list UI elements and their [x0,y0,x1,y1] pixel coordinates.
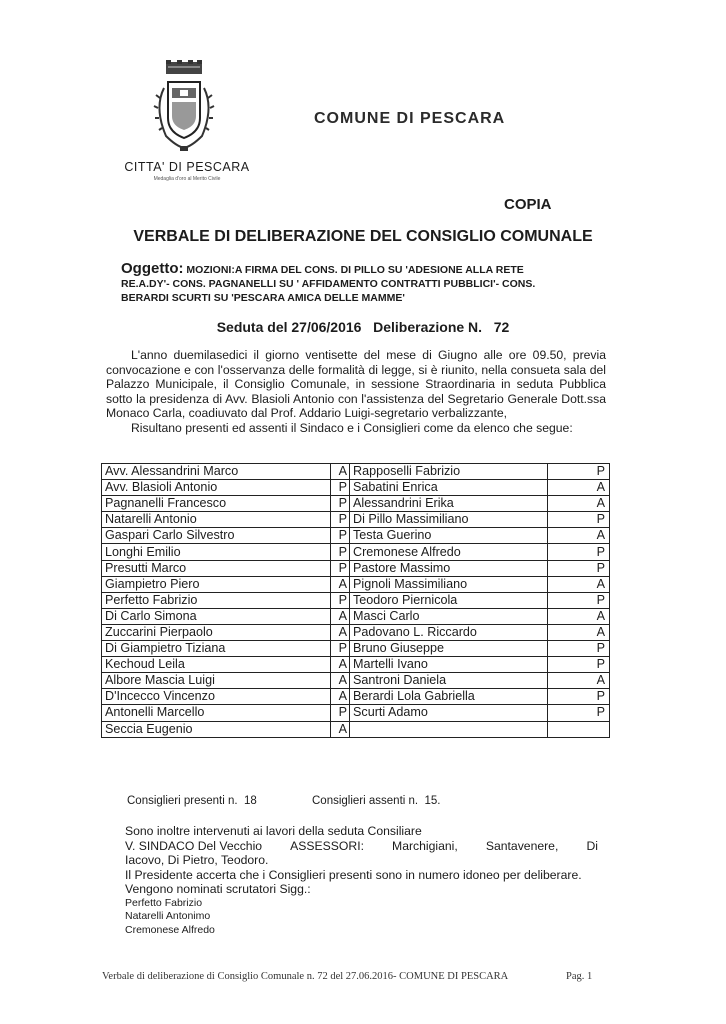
councillor-name: D'Incecco Vincenzo [102,689,331,705]
councillor-name: Antonelli Marcello [102,705,331,721]
attendance-status: P [331,512,350,528]
comune-heading: COMUNE DI PESCARA [314,110,506,127]
councillor-name: Seccia Eugenio [102,721,331,737]
attendance-status: P [548,512,610,528]
table-row [102,641,610,657]
attendance-table [101,463,610,738]
attendance-status: A [331,657,350,673]
table-row [102,657,610,673]
councillor-name: Natarelli Antonio [102,512,331,528]
councillor-name: Pagnanelli Francesco [102,496,331,512]
assenti-count: Consiglieri assenti n. 15. [312,795,441,807]
councillor-name: Di Carlo Simona [102,608,331,624]
attendance-status: P [548,464,610,480]
attendance-status: A [548,576,610,592]
attendance-status: P [331,560,350,576]
oggetto-line: BERARDI SCURTI SU 'PESCARA AMICA DELLE MAMME' [121,292,405,304]
presidente-line: Il Presidente accerta che i Consiglieri presenti sono in numero idoneo per deliberare. [125,867,582,882]
attendance-status: P [331,480,350,496]
scrutatore: Cremonese Alfredo [125,923,215,936]
table-row [102,464,610,480]
councillor-name: Perfetto Fabrizio [102,592,331,608]
councillor-name [350,721,548,737]
attendance-status: P [548,544,610,560]
later-block [125,824,598,937]
copia-label: COPIA [504,196,552,213]
attendance-status: A [548,480,610,496]
councillor-name: Masci Carlo [350,608,548,624]
attendance-status: P [331,641,350,657]
councillor-name: Longhi Emilio [102,544,331,560]
attendance-status: P [548,705,610,721]
risultano-paragraph: Risultano presenti ed assenti il Sindaco e i Consiglieri come da elenco che segue: [131,420,573,435]
table-row [102,705,610,721]
oggetto-line: MOZIONI:A FIRMA DEL CONS. DI PILLO SU 'ADESIONE ALLA RETE [186,264,524,276]
assessori-label: ASSESSORI: [290,838,364,853]
document-title: VERBALE DI DELIBERAZIONE DEL CONSIGLIO COMUNALE [133,228,593,245]
assessore-name: Di [586,838,598,853]
councillor-name: Albore Mascia Luigi [102,673,331,689]
coat-of-arms-icon [150,58,218,154]
councillor-name: Santroni Daniela [350,673,548,689]
city-subtitle: Medaglia d'oro al Merito Civile [153,176,221,182]
assessori-row [125,839,598,854]
attendance-status: P [331,544,350,560]
councillor-name: Di Giampietro Tiziana [102,641,331,657]
councillor-name: Avv. Alessandrini Marco [102,464,331,480]
councillor-name: Presutti Marco [102,560,331,576]
footer-text: Verbale di deliberazione di Consiglio Comunale n. 72 del 27.06.2016- COMUNE DI PESCARA [102,971,509,982]
table-row [102,496,610,512]
councillor-name: Pignoli Massimiliano [350,576,548,592]
councillor-name: Pastore Massimo [350,560,548,576]
attendance-status: P [548,689,610,705]
attendance-status: A [331,721,350,737]
attendance-status: A [548,496,610,512]
attendance-status: A [331,673,350,689]
councillor-name: Giampietro Piero [102,576,331,592]
table-row [102,673,610,689]
intro-paragraph: L'anno duemilasedici il giorno ventisette del mese di Giugno alle ore 09.50, previa convocazione e con l'osservanza delle formalità di legge, si è riunito, nella consueta sala del Palazzo Municipale, il Consiglio Comunale, in sessione Straordinaria in seduta Pubblica sotto la presidenza di Avv. Blasioli Antonio con l'assistenza del Segretario Generale Dott.ssa Monaco Carla, coadiuvato dal Prof. Addario Luigi-segretario verbalizzante, [106,348,606,421]
attendance-status: P [331,705,350,721]
oggetto-label: Oggetto: [121,260,184,277]
attendance-status [548,721,610,737]
attendance-status: A [331,464,350,480]
councillor-name: Alessandrini Erika [350,496,548,512]
attendance-status: P [331,592,350,608]
table-row [102,544,610,560]
page-number: Pag. 1 [566,971,593,982]
presenti-count: Consiglieri presenti n. 18 [127,795,257,807]
attendance-status: P [548,657,610,673]
attendance-status: A [548,624,610,640]
assessori-continued: Iacovo, Di Pietro, Teodoro. [125,853,269,868]
attendance-status: A [331,576,350,592]
assessore-name: Marchigiani, [392,838,458,853]
councillor-name: Zuccarini Pierpaolo [102,624,331,640]
oggetto-block [121,262,605,305]
attendance-status: A [331,624,350,640]
councillor-name: Padovano L. Riccardo [350,624,548,640]
city-name: CITTA' DI PESCARA [124,160,250,174]
table-row [102,608,610,624]
attendance-status: P [331,496,350,512]
councillor-name: Scurti Adamo [350,705,548,721]
attendance-status: A [331,689,350,705]
table-row [102,576,610,592]
councillor-name: Testa Guerino [350,528,548,544]
table-row [102,624,610,640]
intro-text [106,348,606,436]
table-row [102,560,610,576]
vice-sindaco: V. SINDACO Del Vecchio [125,838,263,853]
councillor-name: Teodoro Piernicola [350,592,548,608]
councillor-name: Avv. Blasioli Antonio [102,480,331,496]
councillor-name: Bruno Giuseppe [350,641,548,657]
councillor-name: Sabatini Enrica [350,480,548,496]
attendance-status: A [548,608,610,624]
seduta-line: Seduta del 27/06/2016 Deliberazione N. 72 [216,319,510,335]
table-row [102,528,610,544]
councillor-name: Gaspari Carlo Silvestro [102,528,331,544]
attendance-status: P [331,528,350,544]
councillor-name: Kechoud Leila [102,657,331,673]
scrutatori-heading: Vengono nominati scrutatori Sigg.: [125,882,311,897]
councillor-name: Berardi Lola Gabriella [350,689,548,705]
attendance-status: A [548,528,610,544]
attendance-status: A [548,673,610,689]
councillor-name: Martelli Ivano [350,657,548,673]
attendance-status: P [548,641,610,657]
table-row [102,592,610,608]
councillor-name: Di Pillo Massimiliano [350,512,548,528]
assessore-name: Santavenere, [485,838,559,853]
attendance-status: P [548,560,610,576]
attendance-status: A [331,608,350,624]
table-row [102,689,610,705]
table-row [102,512,610,528]
councillor-name: Rapposelli Fabrizio [350,464,548,480]
intervenuti-line: Sono inoltre intervenuti ai lavori della seduta Consiliare [125,824,422,838]
scrutatore: Perfetto Fabrizio [125,896,203,909]
councillor-name: Cremonese Alfredo [350,544,548,560]
oggetto-line: RE.A.DY'- CONS. PAGNANELLI SU ' AFFIDAMENTO CONTRATTI PUBBLICI'- CONS. [121,278,536,290]
table-row [102,480,610,496]
scrutatore: Natarelli Antonimo [125,910,211,923]
counts-line [127,795,440,807]
table-row [102,721,610,737]
attendance-status: P [548,592,610,608]
